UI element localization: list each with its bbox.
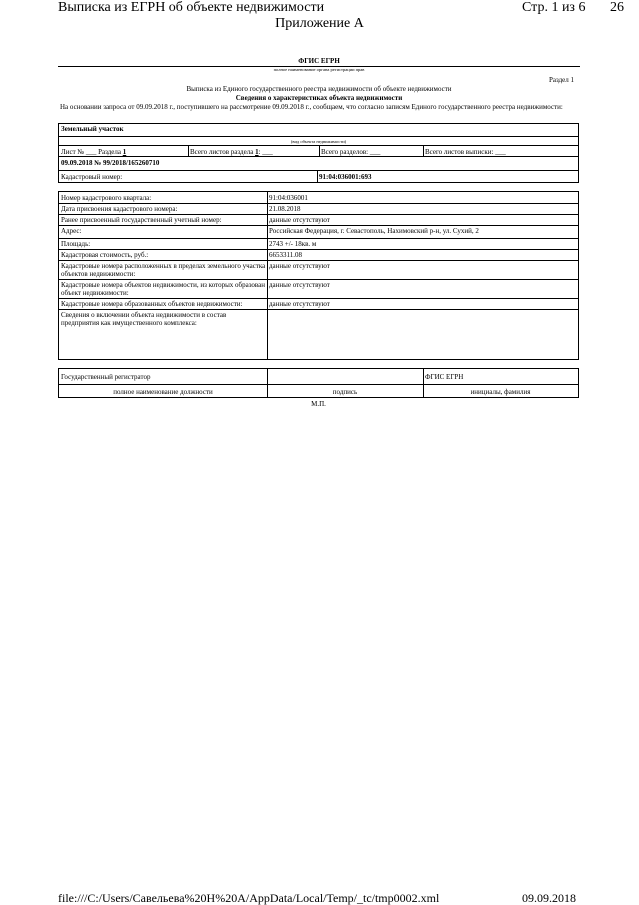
properties-table: [58, 191, 579, 360]
caption-signature: подпись: [332, 388, 358, 396]
object-header-table: [58, 123, 579, 183]
property-label: Номер кадастрового квартала:: [61, 194, 152, 202]
sheet-number-label: Лист № ___ Раздела: [61, 148, 121, 156]
print-header-page: Стр. 1 из 6: [522, 0, 586, 15]
page-number: 26: [610, 0, 624, 15]
property-value: данные отсутствуют: [269, 216, 330, 224]
signature-table: [58, 368, 579, 398]
object-type: Земельный участок: [61, 125, 124, 133]
property-label: Кадастровые номера расположенных в пределах земельного участка объектов недвижимости:: [61, 262, 266, 278]
cadastral-number-label: Кадастровый номер:: [61, 173, 123, 181]
total-sheets-extract: Всего листов выписки: ___: [425, 148, 506, 156]
registrar-org: ФГИС ЕГРН: [425, 373, 464, 381]
agency-name: ФГИС ЕГРН: [298, 57, 340, 65]
object-type-caption: (вид объекта недвижимости): [290, 139, 347, 144]
sheet-number-value: 1: [122, 148, 127, 156]
property-value: данные отсутствуют: [269, 300, 330, 308]
total-sheets-section-tail: : ___: [258, 148, 273, 156]
print-footer-path: file:///C:/Users/Савельева%20Н%20А/AppData/Local/Temp/_tc/tmp0002.xml: [58, 891, 440, 905]
property-label: Ранее присвоенный государственный учетный номер:: [61, 216, 222, 224]
property-label: Адрес:: [61, 227, 82, 235]
registrar-role: Государственный регистратор: [61, 373, 151, 381]
section-label: Раздел 1: [548, 76, 574, 84]
property-label: Сведения о включении объекта недвижимости в состав предприятия как имущественного комплекса:: [61, 311, 227, 327]
property-label: Кадастровая стоимость, руб.:: [61, 251, 149, 259]
agency-caption: полное наименование органа регистрации прав: [273, 67, 365, 72]
print-footer-date: 09.09.2018: [522, 891, 576, 905]
property-label: Кадастровые номера образованных объектов недвижимости:: [61, 300, 243, 308]
property-label: Дата присвоения кадастрового номера:: [61, 205, 178, 213]
property-value: данные отсутствуют: [269, 281, 330, 289]
cadastral-number-value: 91:04:036001:693: [319, 173, 372, 181]
total-sections: Всего разделов: ___: [321, 148, 381, 156]
property-value: 21.08.2018: [269, 205, 301, 213]
property-value: данные отсутствуют: [269, 262, 330, 270]
date-and-number: 09.09.2018 № 99/2018/165260710: [61, 159, 160, 167]
print-header-title: Выписка из ЕГРН об объекте недвижимости: [58, 0, 325, 15]
property-label: Площадь:: [61, 240, 91, 248]
property-value: 6653311.08: [269, 251, 302, 259]
property-label: Кадастровые номера объектов недвижимости, из которых образован объект недвижимости:: [61, 281, 265, 297]
total-sheets-section: [188, 148, 318, 156]
total-sheets-section-value: 1: [255, 148, 259, 156]
property-value: 91:04:036001: [269, 194, 308, 202]
document-subtitle: Сведения о характеристиках объекта недвижимости: [235, 94, 403, 102]
appendix-title: Приложение А: [275, 16, 364, 31]
property-value: Российская Федерация, г. Севастополь, Нахимовский р-н, ул. Сухий, 2: [269, 227, 479, 235]
total-sheets-section-label: Всего листов раздела: [190, 148, 254, 156]
caption-position: полное наименование должности: [113, 388, 213, 396]
caption-name: инициалы, фамилия: [470, 388, 531, 396]
stamp-place: М.П.: [311, 400, 326, 408]
document-title: Выписка из Единого государственного реестра недвижимости об объекте недвижимости: [186, 85, 452, 93]
basis-text: На основании запроса от 09.09.2018 г., поступившего на рассмотрение 09.09.2018 г., сообщаем, что согласно записям Единого государственного реестра недвижимости:: [60, 103, 563, 111]
sheet-number: [59, 148, 159, 156]
property-value: 2743 +/- 18кв. м: [269, 240, 317, 248]
